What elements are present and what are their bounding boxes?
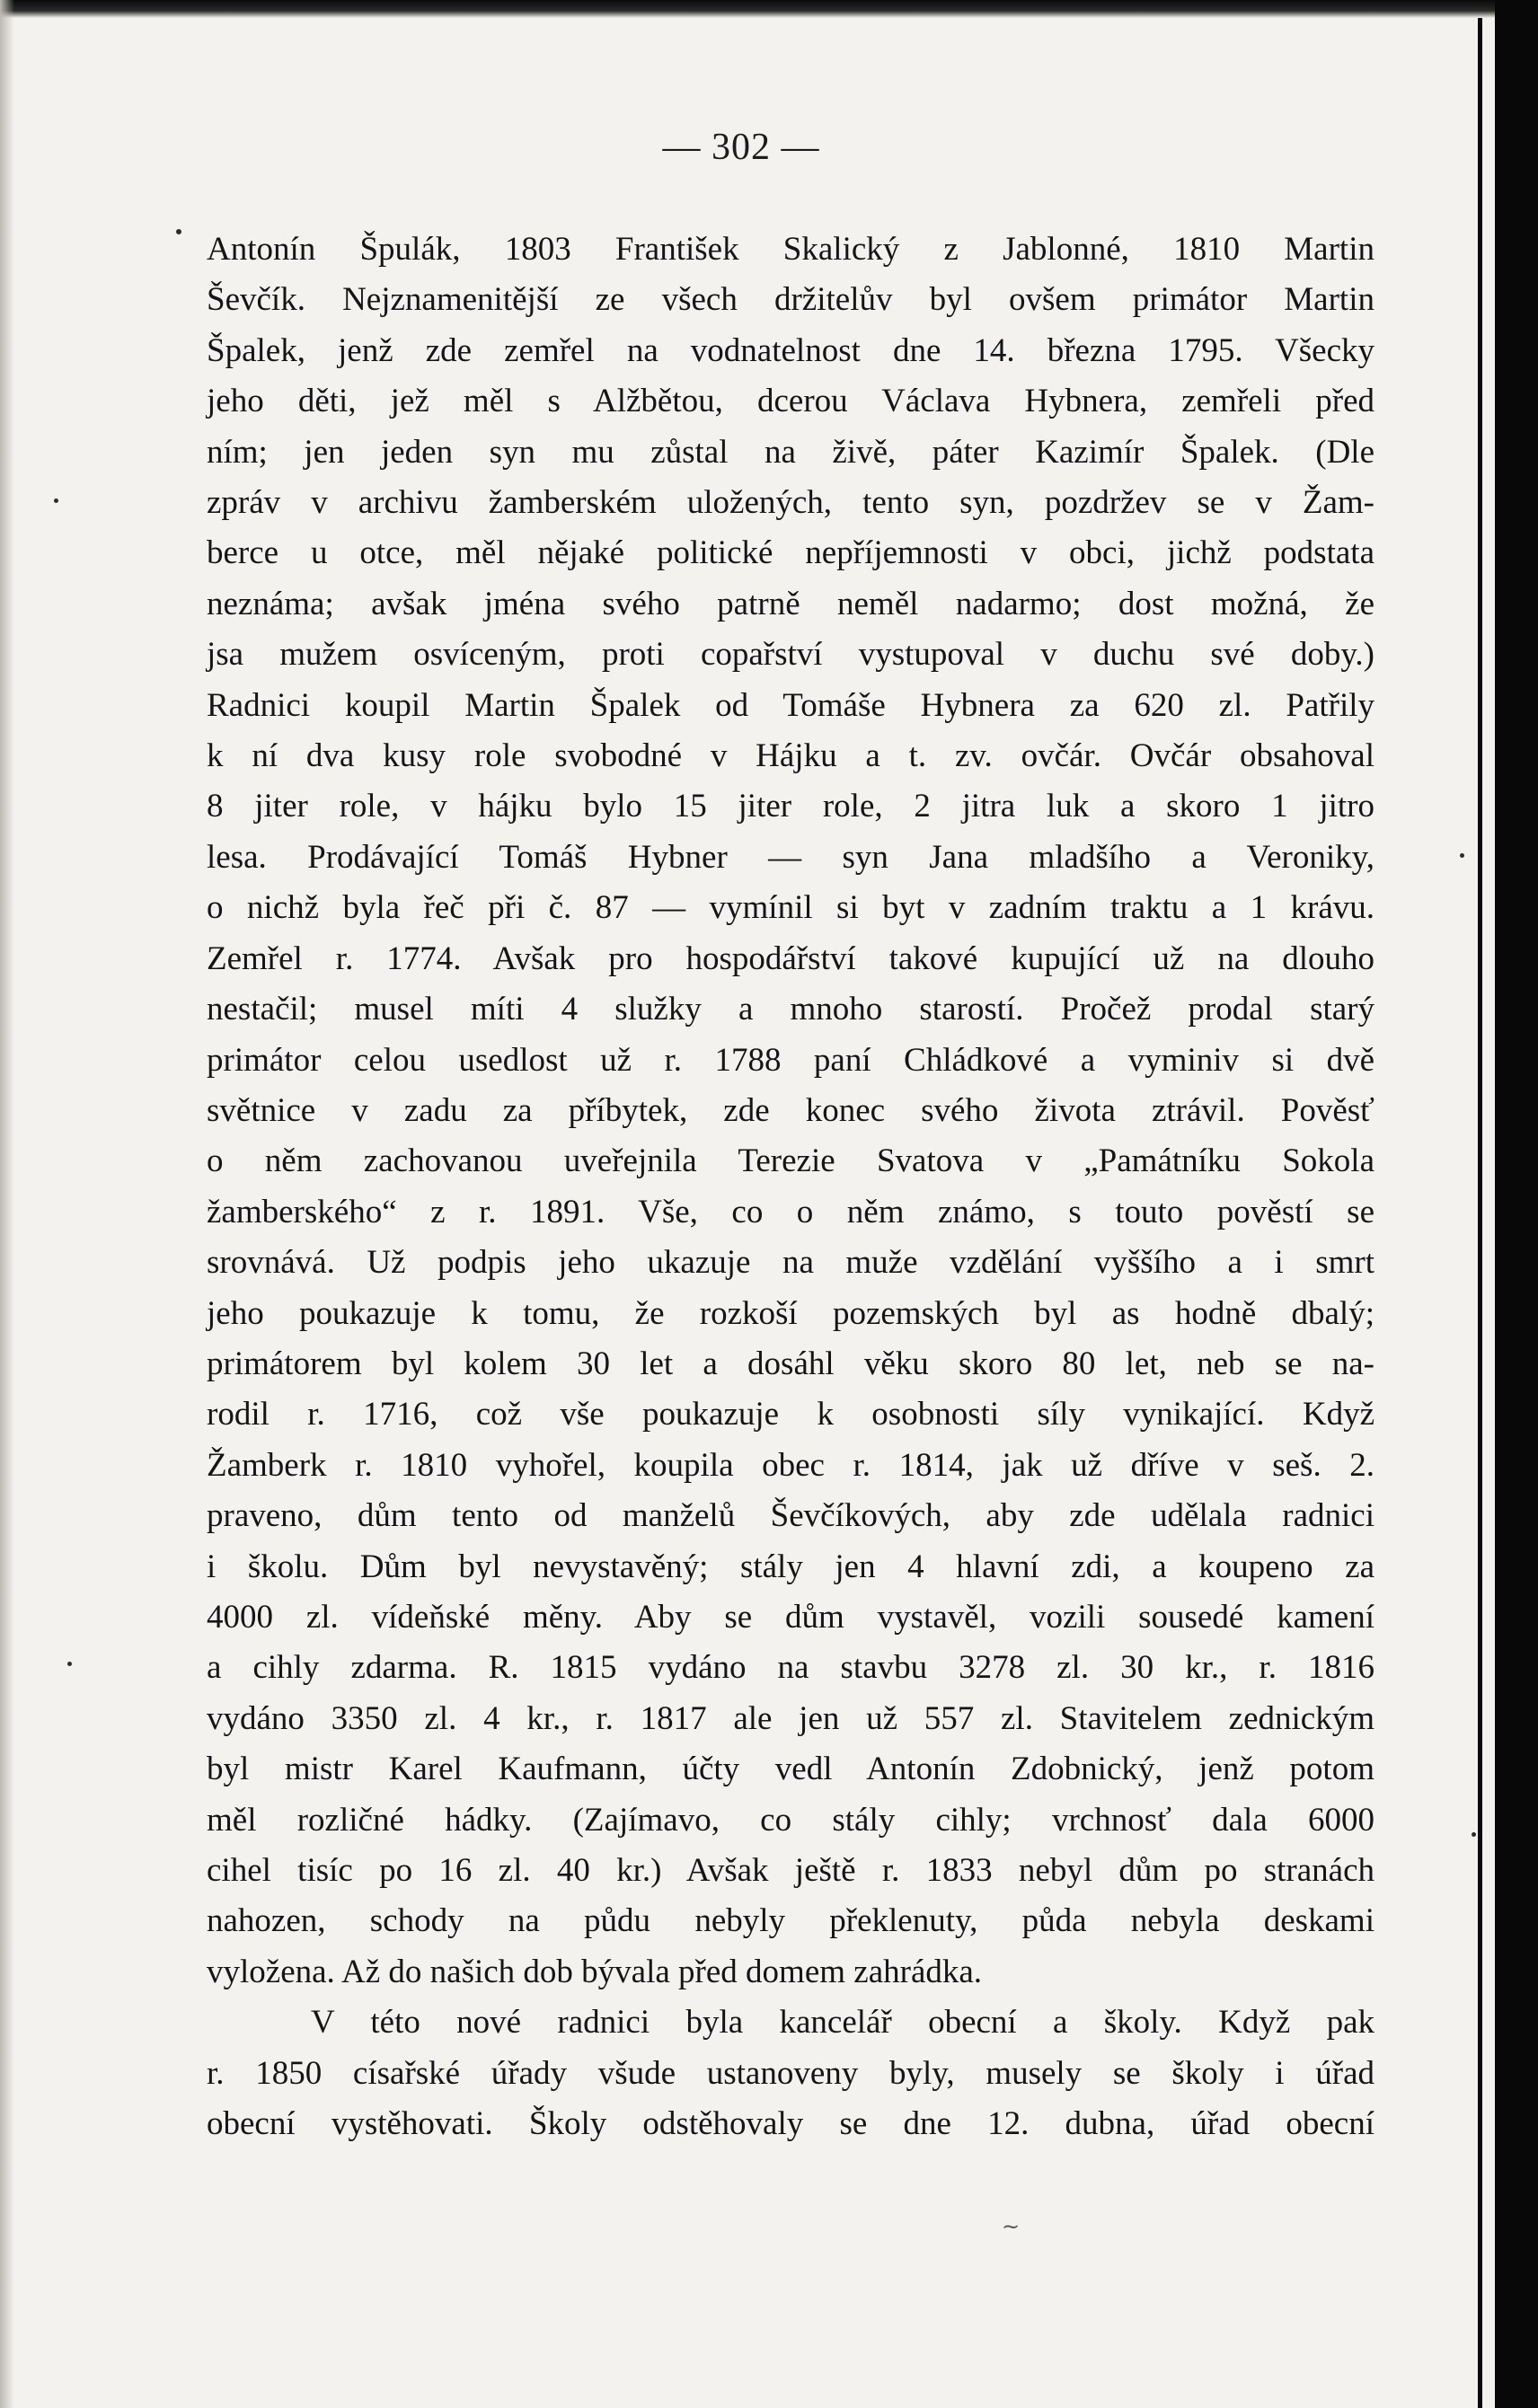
page-number: — 302 —: [662, 127, 820, 168]
text-line: ním; jen jeden syn mu zůstal na živě, páter Kazimír Špalek. (Dle: [207, 433, 1374, 471]
scan-speck: [176, 229, 181, 234]
text-line: o nichž byla řeč při č. 87 — vymínil si byt v zadním traktu a 1 krávu.: [207, 889, 1374, 927]
text-line: primátorem byl kolem 30 let a dosáhl věku skoro 80 let, neb se na-: [207, 1345, 1374, 1382]
text-line: o něm zachovanou uveřejnila Terezie Svatova v „Památníku Sokola: [207, 1142, 1374, 1180]
text-line: praveno, dům tento od manželů Ševčíkových, aby zde udělala radnici: [207, 1497, 1374, 1535]
text-line: a cihly zdarma. R. 1815 vydáno na stavbu 3278 zl. 30 kr., r. 1816: [207, 1649, 1374, 1687]
text-line: r. 1850 císařské úřady všude ustanoveny byly, musely se školy i úřad: [207, 2054, 1374, 2092]
text-line: lesa. Prodávající Tomáš Hybner — syn Jana mladšího a Veroniky,: [207, 838, 1374, 876]
text-line: Radnici koupil Martin Špalek od Tomáše Hybnera za 620 zl. Patřily: [207, 686, 1374, 724]
scan-top-edge: [0, 0, 1538, 18]
text-line: berce u otce, měl nějaké politické nepříjemnosti v obci, jichž podstata: [207, 534, 1374, 572]
text-line: primátor celou usedlost už r. 1788 paní Chládkové a vyminiv si dvě: [207, 1041, 1374, 1079]
text-line: rodil r. 1716, což vše poukazuje k osobnosti síly vynikající. Když: [207, 1396, 1374, 1433]
text-line: zpráv v archivu žamberském uložených, tento syn, pozdržev se v Žam-: [207, 484, 1374, 522]
scan-speck: [67, 1662, 72, 1666]
scan-speck: [1472, 1832, 1476, 1837]
text-line: 8 jiter role, v hájku bylo 15 jiter role, 2 jitra luk a skoro 1 jitro: [207, 788, 1374, 825]
text-line: žamberského“ z r. 1891. Vše, co o něm známo, s touto pověstí se: [207, 1193, 1374, 1230]
text-line: světnice v zadu za příbytek, zde konec svého života ztrávil. Pověsť: [207, 1091, 1374, 1129]
text-line: k ní dva kusy role svobodné v Hájku a t. zv. ovčár. Ovčár obsahoval: [207, 737, 1374, 775]
text-line: i školu. Dům byl nevystavěný; stály jen 4 hlavní zdi, a koupeno za: [207, 1548, 1374, 1585]
text-line: jeho poukazuje k tomu, že rozkoší pozemských byl as hodně dbalý;: [207, 1294, 1374, 1332]
body-text: [207, 225, 1374, 2149]
text-line: byl mistr Karel Kaufmann, účty vedl Antonín Zdobnický, jenž potom: [207, 1751, 1374, 1788]
scan-speck: [54, 498, 58, 503]
text-line: Žamberk r. 1810 vyhořel, koupila obec r. 1814, jak už dříve v seš. 2.: [207, 1446, 1374, 1484]
footer-mark: ~: [1002, 2214, 1021, 2239]
text-line: Zemřel r. 1774. Avšak pro hospodářství takové kupující už na dlouho: [207, 939, 1374, 977]
text-line: nahozen, schody na půdu nebyly překlenuty, půda nebyla deskami: [207, 1902, 1374, 1940]
scan-left-shade: [0, 0, 14, 2408]
text-line: obecní vystěhovati. Školy odstěhovaly se dne 12. dubna, úřad obecní: [207, 2105, 1374, 2143]
text-line: vydáno 3350 zl. 4 kr., r. 1817 ale jen už 557 zl. Stavitelem zednickým: [207, 1699, 1374, 1737]
text-line: měl rozličné hádky. (Zajímavo, co stály cihly; vrchnosť dala 6000: [207, 1801, 1374, 1839]
text-line: Ševčík. Nejznamenitější ze všech držitelův byl ovšem primátor Martin: [207, 281, 1374, 319]
text-line: cihel tisíc po 16 zl. 40 kr.) Avšak ještě r. 1833 nebyl dům po stranách: [207, 1852, 1374, 1889]
text-line: neznáma; avšak jména svého patrně neměl nadarmo; dost možná, že: [207, 585, 1374, 622]
text-line: Antonín Špulák, 1803 František Skalický z Jablonné, 1810 Martin: [207, 231, 1374, 268]
scan-right-rule: [1478, 18, 1482, 2408]
text-line: V této nové radnici byla kancelář obecní a školy. Když pak: [311, 2004, 1374, 2042]
text-line: jeho děti, jež měl s Alžbětou, dcerou Václava Hybnera, zemřeli před: [207, 383, 1374, 420]
text-line: jsa mužem osvíceným, proti copařství vystupoval v duchu své doby.): [207, 636, 1374, 674]
text-line: vyložena. Až do našich dob bývala před domem zahrádka.: [207, 1953, 983, 1990]
text-line: 4000 zl. vídeňské měny. Aby se dům vystavěl, vozili sousedé kamení: [207, 1598, 1374, 1636]
text-line: nestačil; musel míti 4 služky a mnoho starostí. Pročež prodal starý: [207, 991, 1374, 1028]
scan-speck: [1460, 853, 1464, 858]
scan-right-edge: [1495, 0, 1538, 2408]
text-line: srovnává. Už podpis jeho ukazuje na muže vzdělání vyššího a i smrt: [207, 1244, 1374, 1282]
text-line: Špalek, jenž zde zemřel na vodnatelnost dne 14. března 1795. Všecky: [207, 331, 1374, 369]
